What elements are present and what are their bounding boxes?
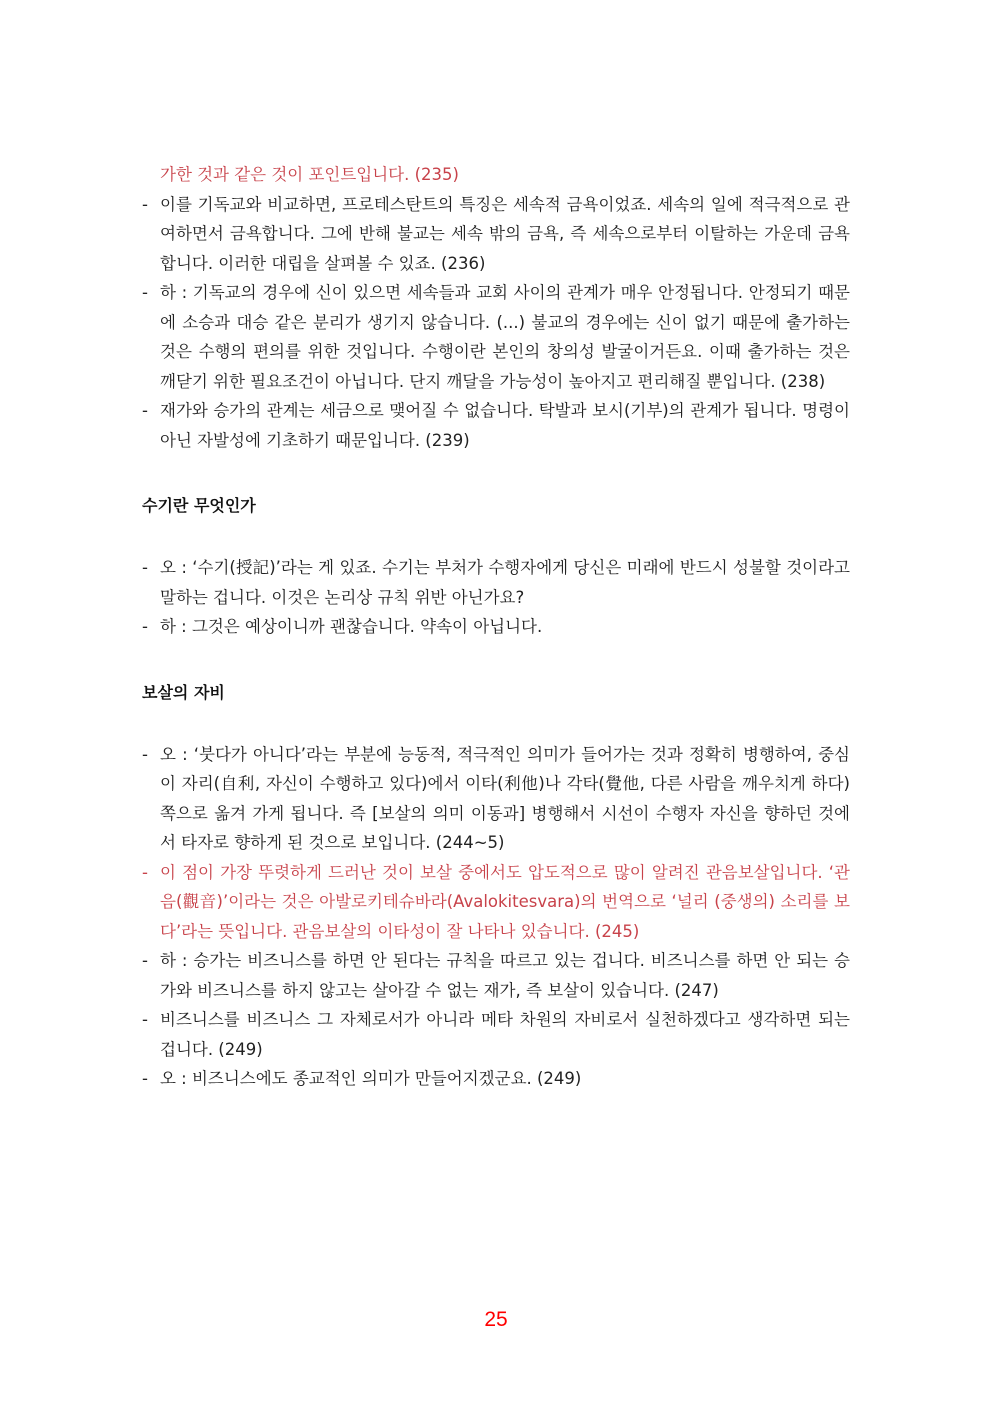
- list-item: [142, 396, 850, 455]
- list-item-text: 비즈니스를 비즈니스 그 자체로서가 아니라 메타 차원의 자비로서 실천하겠다고 생각하면 되는 겁니다. (249): [160, 1010, 850, 1059]
- list-marker: -: [142, 558, 148, 577]
- section-body: [142, 740, 850, 1094]
- list-marker: -: [142, 1010, 148, 1029]
- top-passage: [142, 160, 850, 455]
- continued-paragraph: 가한 것과 같은 것이 포인트입니다. (235): [160, 165, 459, 184]
- list-item: [142, 278, 850, 396]
- list-item: [142, 553, 850, 612]
- page-number: 25: [484, 1308, 508, 1331]
- list-marker: -: [142, 194, 148, 214]
- list-item: [142, 946, 850, 1005]
- list-marker: -: [142, 401, 148, 420]
- list-item-highlighted: [142, 858, 850, 947]
- list-marker: -: [142, 744, 148, 764]
- list-marker: -: [142, 862, 148, 882]
- list-item: [142, 740, 850, 858]
- list-marker: -: [142, 951, 148, 970]
- list-item-text: 하 : 승가는 비즈니스를 하면 안 된다는 규칙을 따르고 있는 겁니다. 비즈니스를 하면 안 되는 승가와 비즈니스를 하지 않고는 살아갈 수 없는 재가, 즉 보살이 있습니다. (247): [160, 951, 850, 1000]
- list-marker: -: [142, 1069, 148, 1088]
- list-item-text: 이를 기독교와 비교하면, 프로테스탄트의 특징은 세속적 금욕이었죠. 세속의 일에 적극적으로 관여하면서 금욕합니다. 그에 반해 불교는 세속 밖의 금욕, 즉 세속으로부터 이탈하는 가운데 금욕합니다. 이러한 대립을 살펴볼 수 있죠. (236): [160, 194, 850, 273]
- list-item: [142, 612, 850, 642]
- list-item: [142, 1064, 850, 1094]
- list-item-text: 이 점이 가장 뚜렷하게 드러난 것이 보살 중에서도 압도적으로 많이 알려진 관음보살입니다. ‘관음(觀音)’이라는 것은 아발로키테슈바라(Avalokitesvara)의 번역으로 ‘널리 (중생의) 소리를 보다’라는 뜻입니다. 관음보살의 이타성이 잘 나타나 있습니다. (245): [160, 862, 850, 941]
- list-item: [142, 190, 850, 279]
- list-item-text: 재가와 승가의 관계는 세금으로 맺어질 수 없습니다. 탁발과 보시(기부)의 관계가 됩니다. 명령이 아닌 자발성에 기초하기 때문입니다. (239): [160, 401, 850, 450]
- section-body: [142, 553, 850, 642]
- list-item: [142, 1005, 850, 1064]
- list-marker: -: [142, 283, 148, 302]
- page-content: [142, 160, 850, 1094]
- list-marker: -: [142, 617, 148, 636]
- list-item-text: 하 : 기독교의 경우에 신이 있으면 세속들과 교회 사이의 관계가 매우 안정됩니다. 안정되기 때문에 소승과 대승 같은 분리가 생기지 않습니다. (...) 불교의 경우에는 신이 없기 때문에 출가하는 것은 수행의 편의를 위한 것입니다. 수행이란 본인의 창의성 발굴이거든요. 이때 출가하는 것은 깨닫기 위한 필요조건이 아닙니다. 단지 깨달을 가능성이 높아지고 편리해질 뿐입니다. (238): [160, 283, 850, 391]
- section-heading: 보살의 자비: [142, 682, 225, 702]
- list-item-text: 하 : 그것은 예상이니까 괜찮습니다. 약속이 아닙니다.: [160, 617, 543, 636]
- list-item-text: 오 : 비즈니스에도 종교적인 의미가 만들어지겠군요. (249): [160, 1069, 582, 1088]
- section-heading: 수기란 무엇인가: [142, 496, 256, 515]
- list-item-text: 오 : ‘붓다가 아니다’라는 부분에 능동적, 적극적인 의미가 들어가는 것과 정확히 병행하여, 중심이 자리(自利, 자신이 수행하고 있다)에서 이타(利他)나 각타(覺他, 다른 사람을 깨우치게 하다) 쪽으로 옮겨 가게 됩니다. 즉 [보살의 의미 이동과] 병행해서 시선이 수행자 자신을 향하던 것에서 타자로 향하게 된 것으로 보입니다. (244~5): [160, 744, 850, 852]
- list-item-text: 오 : ‘수기(授記)’라는 게 있죠. 수기는 부처가 수행자에게 당신은 미래에 반드시 성불할 것이라고 말하는 겁니다. 이것은 논리상 규칙 위반 아닌가요?: [160, 558, 850, 607]
